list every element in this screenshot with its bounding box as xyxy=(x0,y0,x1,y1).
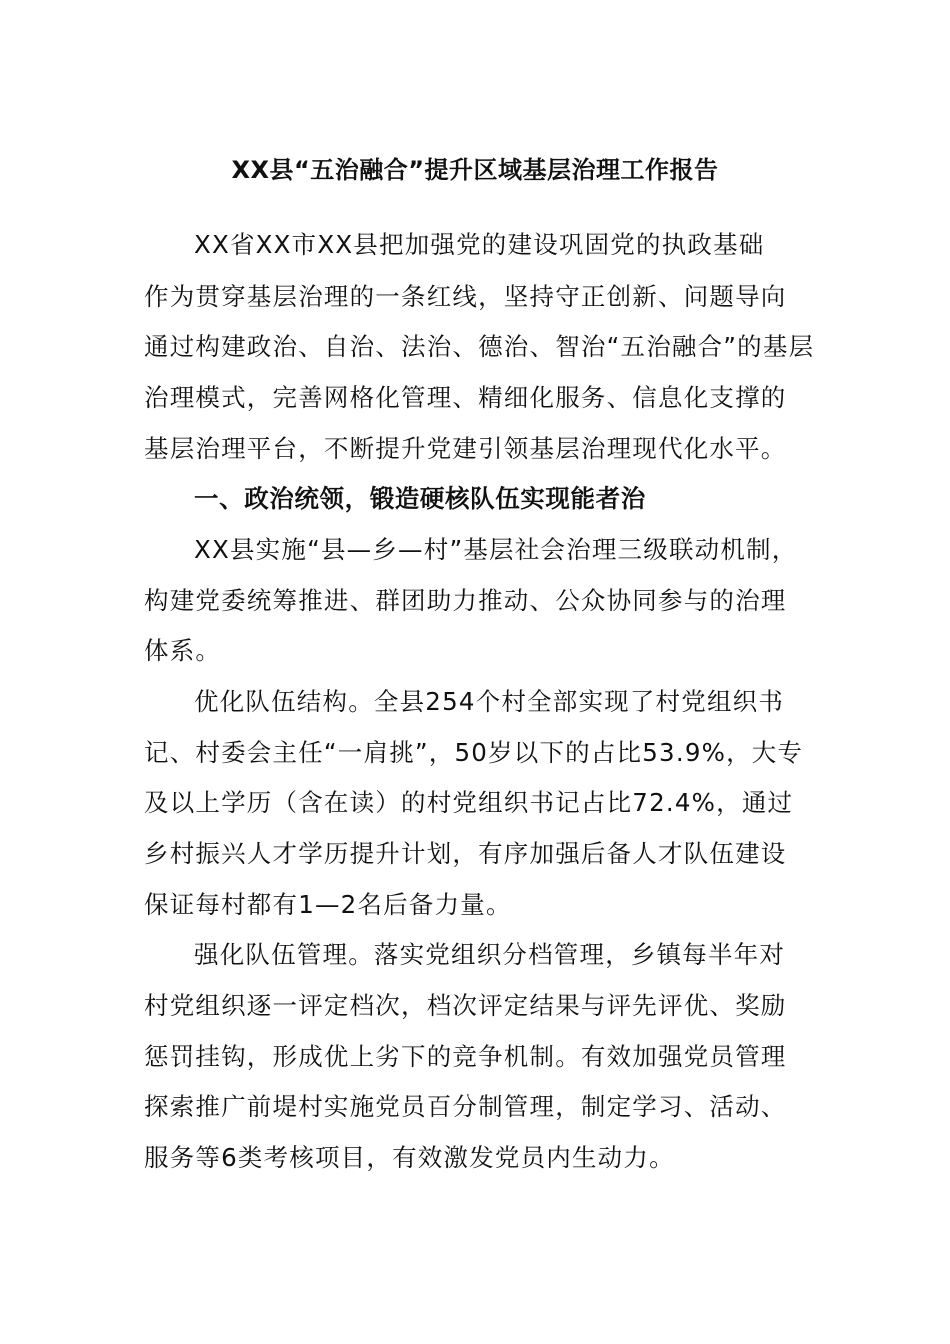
intro-line: 通过构建政治、自治、法治、德治、智治“五治融合”的基层 xyxy=(144,332,815,361)
para2-line: 及以上学历（含在读）的村党组织书记占比72.4%，通过 xyxy=(144,788,794,817)
para2-line: 乡村振兴人才学历提升计划，有序加强后备人才队伍建设 xyxy=(144,839,787,868)
section1-line: 构建党委统筹推进、群团助力推动、公众协同参与的治理 xyxy=(144,586,787,615)
para2-line: 优化队伍结构。全县254个村全部实现了村党组织书 xyxy=(194,687,785,716)
section1-line: XX县实施“县—乡—村”基层社会治理三级联动机制， xyxy=(194,535,798,564)
para3-line: 强化队伍管理。落实党组织分档管理，乡镇每半年对 xyxy=(194,940,786,969)
para3-line: 惩罚挂钩，形成优上劣下的竞争机制。有效加强党员管理 xyxy=(144,1042,787,1071)
para3-line: 探索推广前堤村实施党员百分制管理，制定学习、活动、 xyxy=(144,1092,787,1121)
section1-line: 体系。 xyxy=(144,636,222,665)
document-title: XX县“五治融合”提升区域基层治理工作报告 xyxy=(231,156,719,184)
intro-line: 基层治理平台，不断提升党建引领基层治理现代化水平。 xyxy=(144,434,787,463)
intro-line: 作为贯穿基层治理的一条红线，坚持守正创新、问题导向 xyxy=(144,282,787,311)
intro-line: XX省XX市XX县把加强党的建设巩固党的执政基础 xyxy=(194,230,765,259)
intro-line: 治理模式，完善网格化管理、精细化服务、信息化支撑的 xyxy=(144,383,787,412)
para2-line: 保证每村都有1—2名后备力量。 xyxy=(144,890,512,919)
para2-line: 记、村委会主任“一肩挑”，50岁以下的占比53.9%，大专 xyxy=(144,738,804,767)
section-heading: 一、政治统领，锻造硬核队伍实现能者治 xyxy=(194,484,646,513)
para3-line: 服务等6类考核项目，有效激发党员内生动力。 xyxy=(144,1143,675,1172)
para3-line: 村党组织逐一评定档次，档次评定结果与评先评优、奖励 xyxy=(144,991,787,1020)
